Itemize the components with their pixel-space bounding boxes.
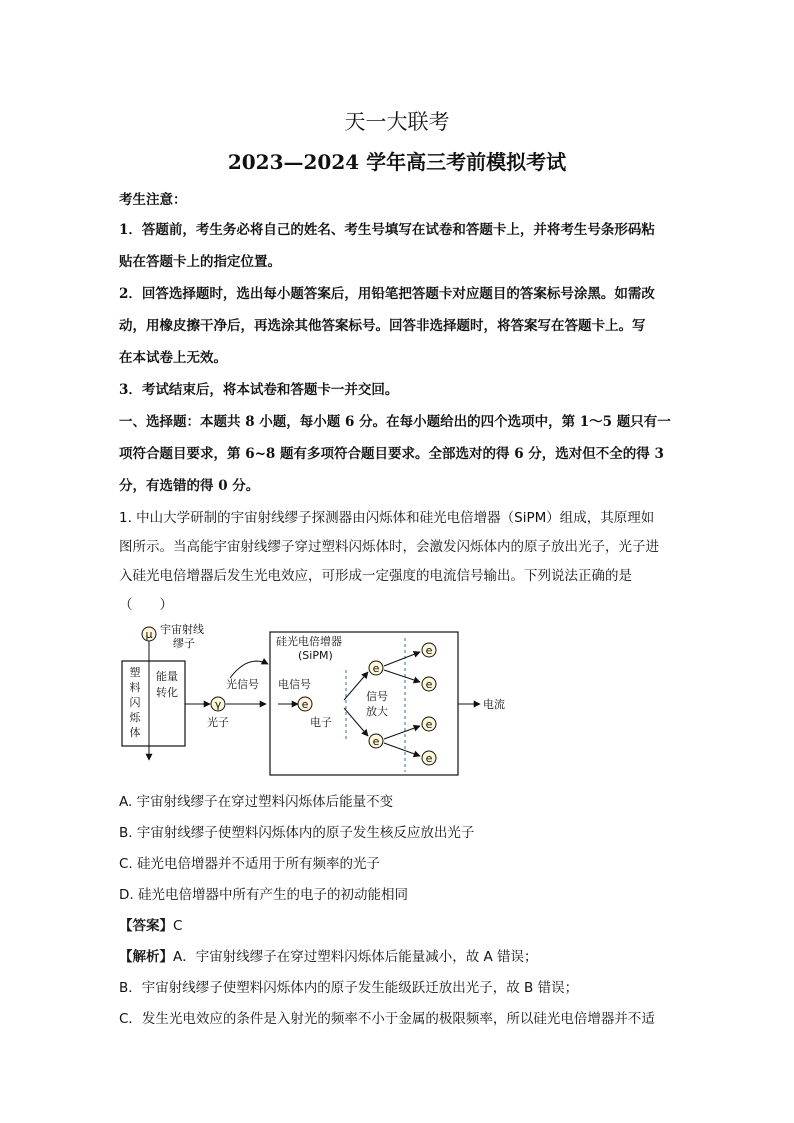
split-arrow-2 xyxy=(384,670,420,682)
section-instructions-line-1: 一、选择题：本题共 8 小题，每小题 6 分。在每小题给出的四个选项中，第 1～5 题只有一 xyxy=(119,414,671,430)
analysis-a-line xyxy=(119,945,538,965)
electron-symbol-out-3: e xyxy=(425,718,433,731)
option-d: D. 硅光电倍增器中所有产生的电子的初动能相同 xyxy=(119,887,408,903)
question-1-line-1: 1. 中山大学研制的宇宙射线缪子探测器由闪烁体和硅光电倍增器（SiPM）组成，其原理如 xyxy=(119,510,655,526)
optical-signal-label: 光信号 xyxy=(226,678,259,691)
analysis-c: C．发生光电效应的条件是入射光的频率不小于金属的极限频率，所以硅光电倍增器并不适 xyxy=(119,1011,655,1027)
sipm-principle-diagram xyxy=(118,620,518,780)
scintillator-char-3: 闪 xyxy=(129,696,141,709)
exam-title: 2023—2024 学年高三考前模拟考试 xyxy=(227,150,567,174)
notice-item-2-line-2: 动，用橡皮擦干净后，再选涂其他答案标号。回答非选择题时，将答案写在答题卡上。写 xyxy=(119,318,646,334)
notice-item-2-line-1: 2．回答选择题时，选出每小题答案后，用铅笔把答题卡对应题目的答案标号涂黑。如需改 xyxy=(119,286,655,302)
analysis-b: B．宇宙射线缪子使塑料闪烁体内的原子发生能级跃迁放出光子，故 B 错误； xyxy=(119,980,579,996)
muon-label-line-1: 宇宙射线 xyxy=(160,623,204,636)
current-label: 电流 xyxy=(483,698,505,711)
answer-line xyxy=(119,914,182,934)
option-a: A. 宇宙射线缪子在穿过塑料闪烁体后能量不变 xyxy=(119,794,394,810)
electron-symbol-mid-top: e xyxy=(372,662,380,675)
analysis-a: A．宇宙射线缪子在穿过塑料闪烁体后能量减小，故 A 错误； xyxy=(173,949,538,965)
exam-org-title: 天一大联考 xyxy=(344,110,450,134)
section-instructions-line-3: 分，有选错的得 0 分。 xyxy=(119,478,260,494)
electric-signal-label: 电信号 xyxy=(278,678,311,691)
signal-amplification-line-1: 信号 xyxy=(366,690,388,703)
electron-label: 电子 xyxy=(310,716,332,729)
scintillator-char-4: 烁 xyxy=(129,711,141,724)
scintillator-char-2: 料 xyxy=(129,681,141,694)
question-1-line-2: 图所示。当高能宇宙射线缪子穿过塑料闪烁体时，会激发闪烁体内的原子放出光子，光子进 xyxy=(119,539,659,555)
electron-symbol-mid-bottom: e xyxy=(372,735,380,748)
photon-label: 光子 xyxy=(207,716,229,729)
muon-symbol: μ xyxy=(145,628,153,641)
question-1-bracket: （ ） xyxy=(119,597,173,613)
notice-heading: 考生注意： xyxy=(119,192,187,208)
energy-conversion-line-1: 能量 xyxy=(156,670,178,683)
electron-symbol-out-2: e xyxy=(425,678,433,691)
notice-item-3: 3．考试结束后，将本试卷和答题卡一并交回。 xyxy=(119,382,399,398)
signal-amplification-line-2: 放大 xyxy=(366,705,388,718)
scintillator-char-1: 塑 xyxy=(129,666,141,679)
electron-symbol: e xyxy=(301,698,309,711)
split-arrow-up xyxy=(344,672,368,700)
answer-value: C xyxy=(173,918,183,934)
question-1-line-3: 入硅光电倍增器后发生光电效应，可形成一定强度的电流信号输出。下列说法正确的是 xyxy=(119,568,632,584)
answer-tag: 【答案】 xyxy=(119,918,173,934)
notice-item-1-line-1: 1．答题前，考生务必将自己的姓名、考生号填写在试卷和答题卡上，并将考生号条形码粘 xyxy=(119,222,655,238)
optical-signal-curve-arrow xyxy=(230,661,268,678)
split-arrow-3 xyxy=(384,726,420,739)
analysis-tag: 【解析】 xyxy=(119,949,173,965)
energy-conversion-line-2: 转化 xyxy=(156,686,178,699)
electron-symbol-out-1: e xyxy=(425,644,433,657)
notice-item-1-line-2: 贴在答题卡上的指定位置。 xyxy=(119,254,281,270)
split-arrow-down xyxy=(344,708,368,736)
photon-symbol: γ xyxy=(214,698,222,711)
option-b: B. 宇宙射线缪子使塑料闪烁体内的原子发生核反应放出光子 xyxy=(119,825,475,841)
notice-item-2-line-3: 在本试卷上无效。 xyxy=(119,350,227,366)
section-instructions-line-2: 项符合题目要求，第 6~8 题有多项符合题目要求。全部选对的得 6 分，选对但不全的得 3 xyxy=(119,446,664,462)
scintillator-char-5: 体 xyxy=(129,726,141,739)
electron-symbol-out-4: e xyxy=(425,752,433,765)
sipm-abbreviation: (SiPM) xyxy=(298,649,333,662)
split-arrow-4 xyxy=(384,743,420,756)
muon-label-line-2: 缪子 xyxy=(173,637,195,650)
sipm-title: 硅光电倍增器 xyxy=(276,635,342,648)
split-arrow-1 xyxy=(384,652,420,666)
option-c: C. 硅光电倍增器并不适用于所有频率的光子 xyxy=(119,856,381,872)
